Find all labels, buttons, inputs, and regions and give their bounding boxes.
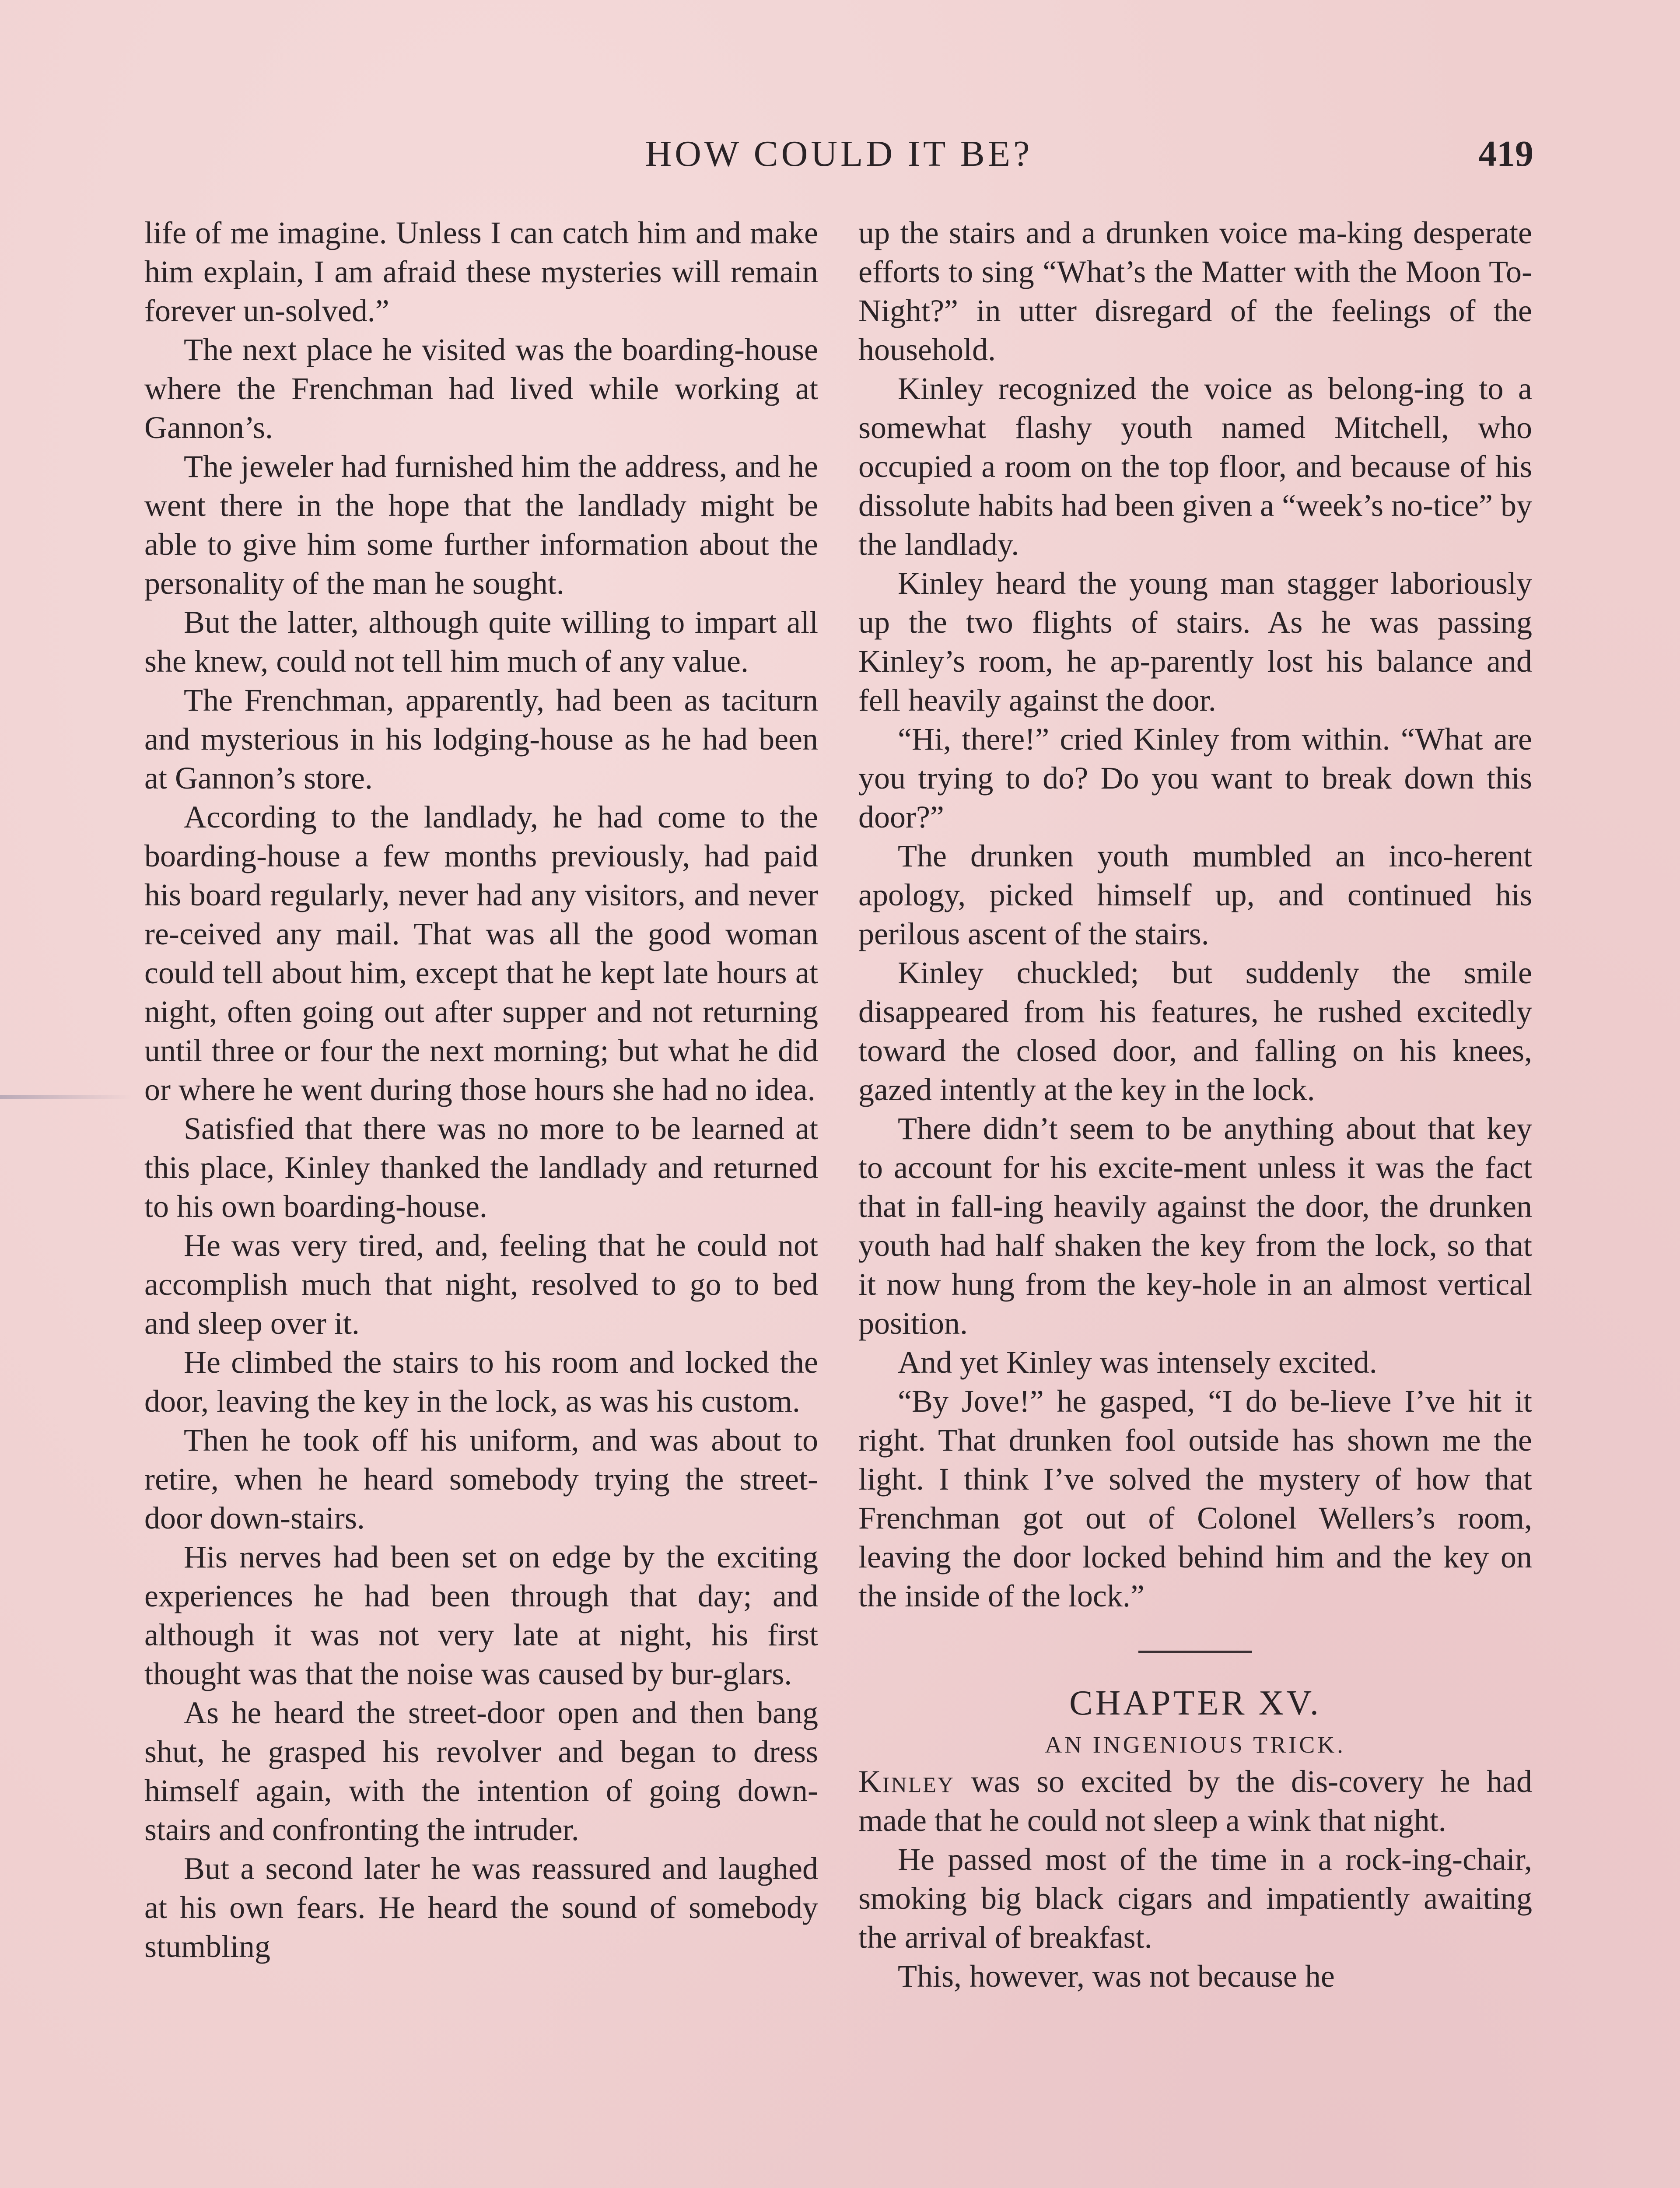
paragraph: “By Jove!” he gasped, “I do be-lieve I’ve hit it right. That drunken fool outside has shown me the light. I think I’ve solved the mystery of how that Frenchman got out of Colonel Wellers’s room, leaving the door locked behind him and the key on the inside of the lock.” <box>858 1384 1532 1613</box>
paragraph: His nerves had been set on edge by the exciting experiences he had been through that day; and although it was not very late at night, his first thought was that the noise was caused by bur-glars. <box>144 1539 818 1691</box>
paragraph: Kinley chuckled; but suddenly the smile disappeared from his features, he rushed excitedly toward the closed door, and falling on his knees, gazed intently at the key in the lock. <box>858 955 1532 1107</box>
paragraph: Kinley recognized the voice as belong-ing to a somewhat flashy youth named Mitchell, who occupied a room on the top floor, and because of his dissolute habits had been given a “week’s no-tice” by the landlady. <box>858 371 1532 562</box>
paragraph: up the stairs and a drunken voice ma-king desperate efforts to sing “What’s the Matter with the Moon To-Night?” in utter disregard of the feelings of the household. <box>858 215 1532 367</box>
paragraph: The Frenchman, apparently, had been as taciturn and mysterious in his lodging-house as he had been at Gannon’s store. <box>144 683 818 796</box>
paragraph: Kinley heard the young man stagger laboriously up the two flights of stairs. As he was passing Kinley’s room, he ap-parently lost his balance and fell heavily against the door. <box>858 566 1532 718</box>
paragraph: This, however, was not because he <box>898 1959 1335 1994</box>
paragraph: He was very tired, and, feeling that he could not accomplish much that night, resolved to go to bed and sleep over it. <box>144 1228 818 1341</box>
paragraph: He climbed the stairs to his room and locked the door, leaving the key in the lock, as was his custom. <box>144 1345 818 1419</box>
paragraph: The drunken youth mumbled an inco-herent apology, picked himself up, and continued his perilous ascent of the stairs. <box>858 838 1532 951</box>
running-title: HOW COULD IT BE? <box>645 133 1033 174</box>
paragraph: But a second later he was reassured and laughed at his own fears. He heard the sound of somebody stumbling <box>144 1851 818 1964</box>
paragraph: Satisfied that there was no more to be learned at this place, Kinley thanked the landlady and returned to his own boarding-house. <box>144 1111 818 1224</box>
right-column <box>858 214 1532 1996</box>
page-header <box>144 128 1533 180</box>
left-column <box>144 214 818 1966</box>
paragraph: According to the landlady, he had come to the boarding-house a few months previously, had paid his board regularly, never had any visitors, and never re-ceived any mail. That was all the good woman could tell about him, except that he kept late hours at night, often going out after supper and not returning until three or four the next morning; but what he did or where he went during those hours she had no idea. <box>144 799 818 1107</box>
paragraph: “Hi, there!” cried Kinley from within. “What are you trying to do? Do you want to break down this door?” <box>858 722 1532 835</box>
paragraph: life of me imagine. Unless I can catch him and make him explain, I am afraid these mysteries will remain forever un-solved.” <box>144 215 818 328</box>
chapter-first-word: Kinley <box>858 1764 955 1799</box>
paragraph: There didn’t seem to be anything about that key to account for his excite-ment unless it was the fact that in fall-ing heavily against the door, the drunken youth had half shaken the key from the lock, so that it now hung from the key-hole in an almost vertical position. <box>858 1111 1532 1341</box>
chapter-subtitle: AN INGENIOUS TRICK. <box>1045 1732 1346 1758</box>
paragraph: Then he took off his uniform, and was about to retire, when he heard somebody trying the street-door down-stairs. <box>144 1423 818 1536</box>
paragraph: As he heard the street-door open and then bang shut, he grasped his revolver and began to dress himself again, with the intention of going down-stairs and confronting the intruder. <box>144 1695 818 1847</box>
scan-artifact <box>0 1095 131 1099</box>
chapter-title: CHAPTER XV. <box>1069 1684 1321 1722</box>
paragraph: But the latter, although quite willing to impart all she knew, could not tell him much of any value. <box>144 605 818 679</box>
page-number: 419 <box>1478 133 1533 174</box>
chapter-opening-text: was so excited by the dis-covery he had made that he could not sleep a wink that night. <box>858 1764 1532 1838</box>
paragraph: The jeweler had furnished him the address, and he went there in the hope that the landlady might be able to give him some further information about the personality of the man he sought. <box>144 449 818 601</box>
paragraph: And yet Kinley was intensely excited. <box>898 1345 1377 1380</box>
chapter-opening-paragraph <box>858 1762 1532 1840</box>
paragraph: He passed most of the time in a rock-ing-chair, smoking big black cigars and impatiently awaiting the arrival of breakfast. <box>858 1842 1532 1955</box>
paragraph: The next place he visited was the boarding-house where the Frenchman had lived while working at Gannon’s. <box>144 332 818 445</box>
section-divider <box>1138 1651 1252 1653</box>
